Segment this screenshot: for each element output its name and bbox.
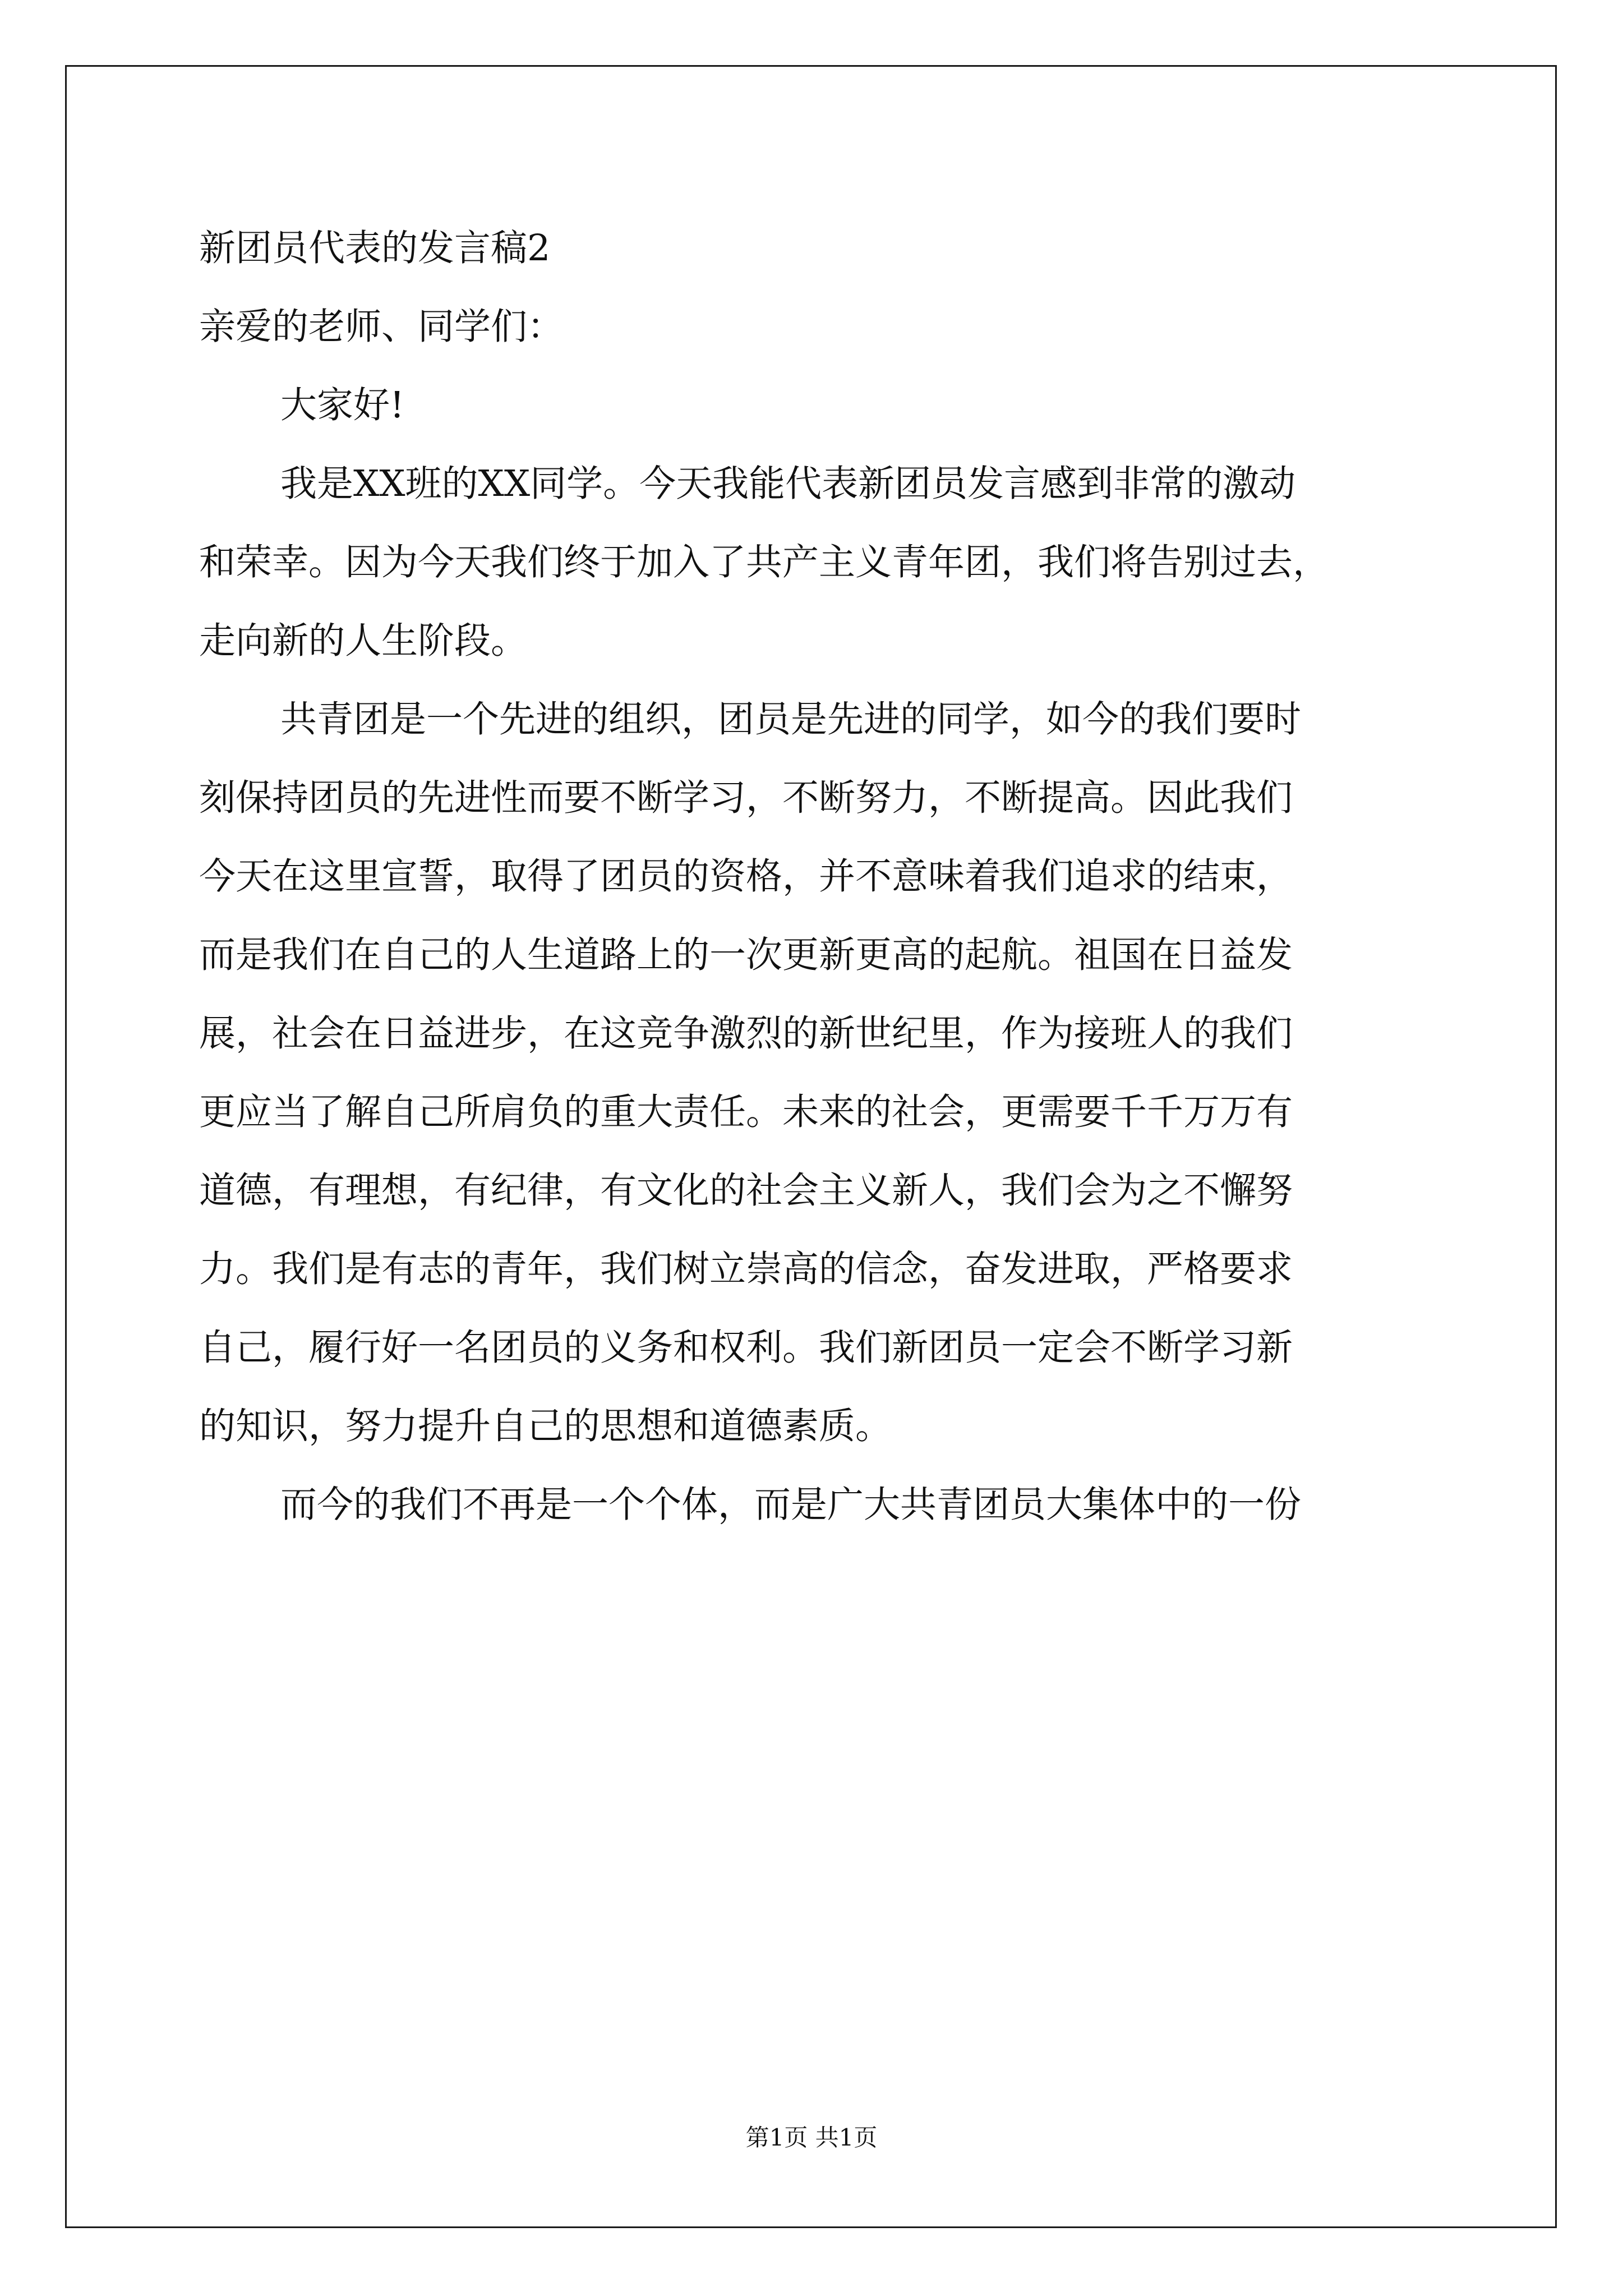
body-line: 而今的我们不再是一个个体，而是广大共青团员大集体中的一份 (280, 1484, 1302, 1526)
body-line: 展，社会在日益进步，在这竞争激烈的新世纪里，作为接班人的我们 (199, 1013, 1293, 1055)
greeting: 大家好! (280, 384, 405, 426)
body-line: 走向新的人生阶段。 (199, 620, 528, 662)
body-line: 更应当了解自己所肩负的重大责任。未来的社会，更需要千千万万有 (199, 1091, 1293, 1133)
page-number-footer: 第1页 共1页 (745, 2124, 878, 2151)
body-line: 和荣幸。因为今天我们终于加入了共产主义青年团，我们将告别过去， (199, 541, 1330, 583)
body-line: 刻保持团员的先进性而要不断学习，不断努力，不断提高。因此我们 (199, 777, 1293, 819)
body-line: 自己，履行好一名团员的义务和权利。我们新团员一定会不断学习新 (199, 1327, 1293, 1369)
body-line: 的知识，努力提升自己的思想和道德素质。 (199, 1405, 892, 1447)
salutation: 亲爱的老师、同学们： (199, 306, 564, 348)
body-line: 我是XX班的XX同学。今天我能代表新团员发言感到非常的激动 (280, 463, 1296, 505)
body-line: 共青团是一个先进的组织，团员是先进的同学，如今的我们要时 (280, 698, 1302, 740)
body-line: 道德，有理想，有纪律，有文化的社会主义新人，我们会为之不懈努 (199, 1170, 1293, 1212)
body-line: 力。我们是有志的青年，我们树立崇高的信念，奋发进取，严格要求 (199, 1248, 1293, 1290)
body-line: 今天在这里宣誓，取得了团员的资格，并不意味着我们追求的结束， (199, 855, 1293, 898)
document-title: 新团员代表的发言稿2 (199, 227, 551, 269)
body-line: 而是我们在自己的人生道路上的一次更新更高的起航。祖国在日益发 (199, 934, 1293, 976)
